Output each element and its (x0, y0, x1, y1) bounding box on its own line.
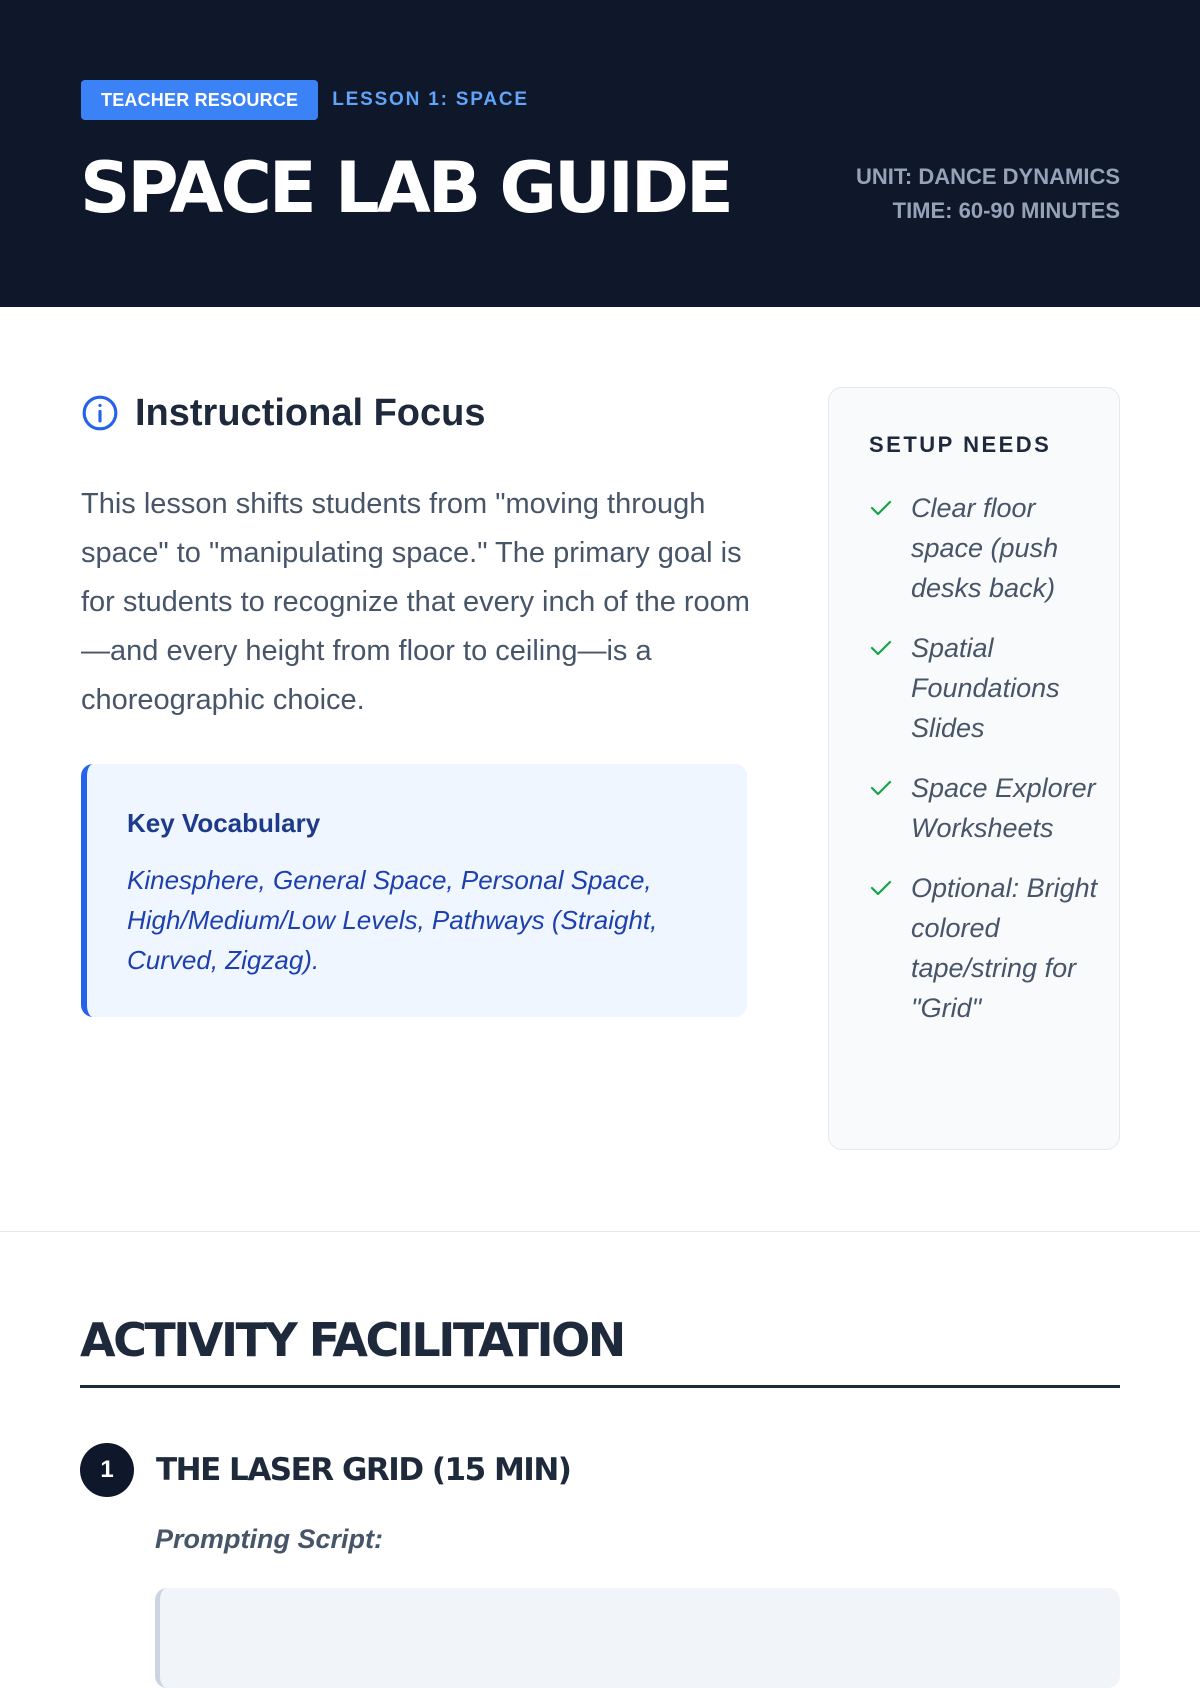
activity-rule (80, 1385, 1120, 1388)
page-title: SPACE LAB GUIDE (80, 147, 731, 229)
list-item (869, 628, 1099, 748)
vocab-text: Kinesphere, General Space, Personal Space, High/Medium/Low Levels, Pathways (Straight, Curved, Zigzag). (127, 865, 658, 975)
lesson-label: LESSON 1: SPACE (332, 89, 529, 110)
check-icon (869, 778, 893, 798)
setup-item-label: Optional: Bright colored tape/string for "Grid" (911, 873, 1098, 1023)
key-vocabulary-box (81, 764, 747, 1017)
vocab-title: Key Vocabulary (127, 808, 321, 838)
check-icon (869, 878, 893, 898)
setup-title: SETUP NEEDS (869, 432, 1052, 457)
activity-step (80, 1443, 570, 1497)
focus-heading (81, 390, 485, 436)
setup-item-label: Spatial Foundations Slides (911, 633, 1060, 743)
section-divider (0, 1231, 1200, 1232)
focus-title: Instructional Focus (135, 392, 486, 434)
resource-badge: TEACHER RESOURCE (81, 80, 318, 120)
focus-body: This lesson shifts students from "moving through space" to "manipulating space." The primary goal is for students to recognize that every inch of the room—and every height from floor to ceiling—is a choreographic choice. (81, 488, 750, 716)
check-icon (869, 638, 893, 658)
setup-needs-card (828, 387, 1120, 1150)
tag-row (81, 80, 529, 120)
step-number: 1 (80, 1443, 134, 1497)
check-icon (869, 498, 893, 518)
setup-list (869, 488, 1099, 1048)
unit-label: UNIT: DANCE DYNAMICS (856, 164, 1120, 189)
prompt-label: Prompting Script: (155, 1524, 383, 1554)
list-item (869, 768, 1099, 848)
setup-item-label: Clear floor space (push desks back) (911, 493, 1059, 603)
prompting-script-box (155, 1588, 1120, 1688)
page-header (0, 0, 1200, 307)
time-label: TIME: 60-90 MINUTES (892, 198, 1120, 223)
info-icon (81, 394, 119, 432)
activity-title: ACTIVITY FACILITATION (80, 1313, 624, 1367)
list-item (869, 868, 1099, 1028)
list-item (869, 488, 1099, 608)
setup-item-label: Space Explorer Worksheets (911, 773, 1096, 843)
lesson-meta (856, 160, 1120, 228)
step-title: THE LASER GRID (15 MIN) (156, 1452, 571, 1488)
